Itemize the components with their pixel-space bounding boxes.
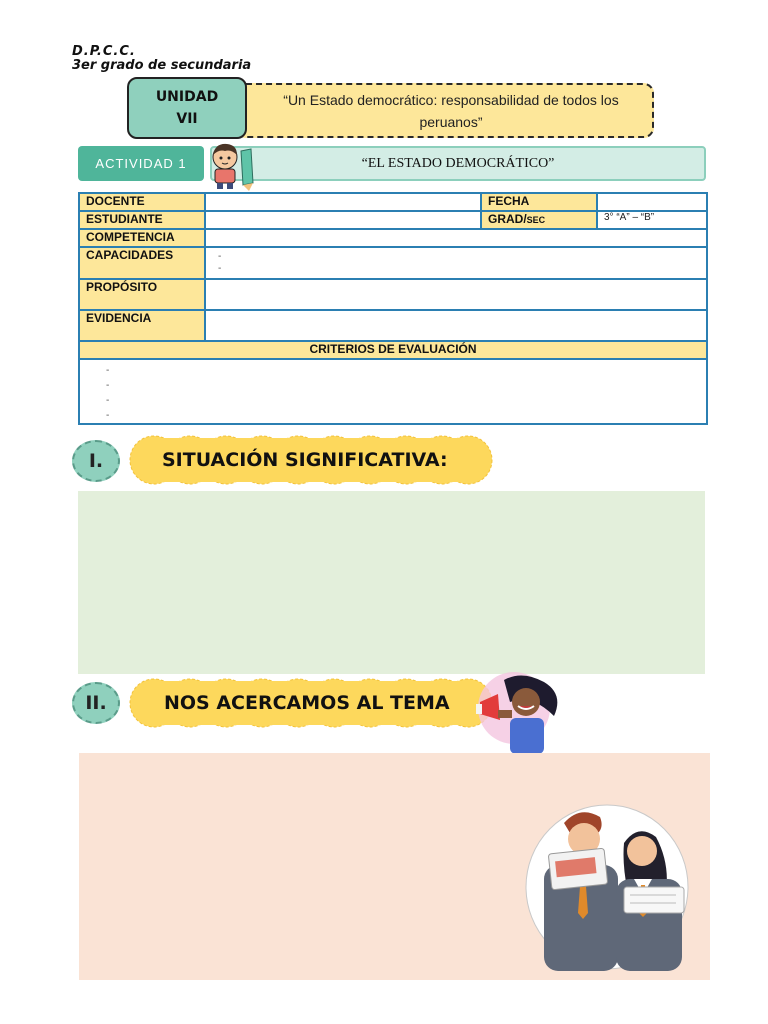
criterio-item: - <box>106 395 110 406</box>
grad-label <box>481 211 597 229</box>
section-2-number <box>72 682 120 724</box>
criterio-item: - <box>106 365 110 376</box>
docente-label: DOCENTE <box>79 193 205 211</box>
grad-label-sec: SEC <box>526 215 546 225</box>
capacidades-label: CAPACIDADES <box>79 247 205 279</box>
section-1-number <box>72 440 120 482</box>
grad-value: 3° “A” – “B” <box>597 211 707 229</box>
fecha-label: FECHA <box>481 193 597 211</box>
students-reading-illustration <box>524 803 690 971</box>
estudiante-label: ESTUDIANTE <box>79 211 205 229</box>
unidad-badge <box>127 77 247 139</box>
info-table <box>78 192 708 425</box>
fecha-field[interactable] <box>597 193 707 211</box>
unidad-label: UNIDAD <box>155 89 219 105</box>
grad-label-text: GRAD/ <box>488 212 527 226</box>
unidad-title-text: “Un Estado democrático: responsabilidad de todos los peruanos” <box>283 91 619 130</box>
criterios-header: CRITERIOS DE EVALUACIÓN <box>79 341 707 359</box>
grade-title: 3er grado de secundaria <box>72 58 252 73</box>
competencia-label: COMPETENCIA <box>79 229 205 247</box>
actividad-title: “EL ESTADO DEMOCRÁTICO” <box>361 155 555 171</box>
capacidades-item: - <box>218 251 222 262</box>
child-with-pencil-illustration <box>203 139 257 193</box>
course-title: D.P.C.C. <box>72 44 136 59</box>
docente-field[interactable] <box>205 193 481 211</box>
capacidades-item: - <box>218 263 222 274</box>
actividad-badge <box>78 146 204 181</box>
section-1-title: SITUACIÓN SIGNIFICATIVA: <box>162 449 448 471</box>
estudiante-field[interactable] <box>205 211 481 229</box>
proposito-label: PROPÓSITO <box>79 279 205 310</box>
capacidades-field[interactable] <box>205 247 707 279</box>
unidad-number: VII <box>176 111 198 127</box>
girl-megaphone-illustration <box>474 672 570 754</box>
criterio-item: - <box>106 380 110 391</box>
unidad-title-box <box>236 83 654 138</box>
situacion-significativa-panel <box>78 491 705 674</box>
actividad-label: ACTIVIDAD 1 <box>95 156 187 171</box>
evidencia-label: EVIDENCIA <box>79 310 205 341</box>
criterio-item: - <box>106 410 110 421</box>
evidencia-field[interactable] <box>205 310 707 341</box>
section-2-number-text: II. <box>85 692 107 714</box>
criterios-field[interactable] <box>79 359 707 424</box>
competencia-field[interactable] <box>205 229 707 247</box>
section-2-title: NOS ACERCAMOS AL TEMA <box>164 692 450 714</box>
proposito-field[interactable] <box>205 279 707 310</box>
actividad-title-bar <box>210 146 706 181</box>
section-1-number-text: I. <box>88 450 104 472</box>
